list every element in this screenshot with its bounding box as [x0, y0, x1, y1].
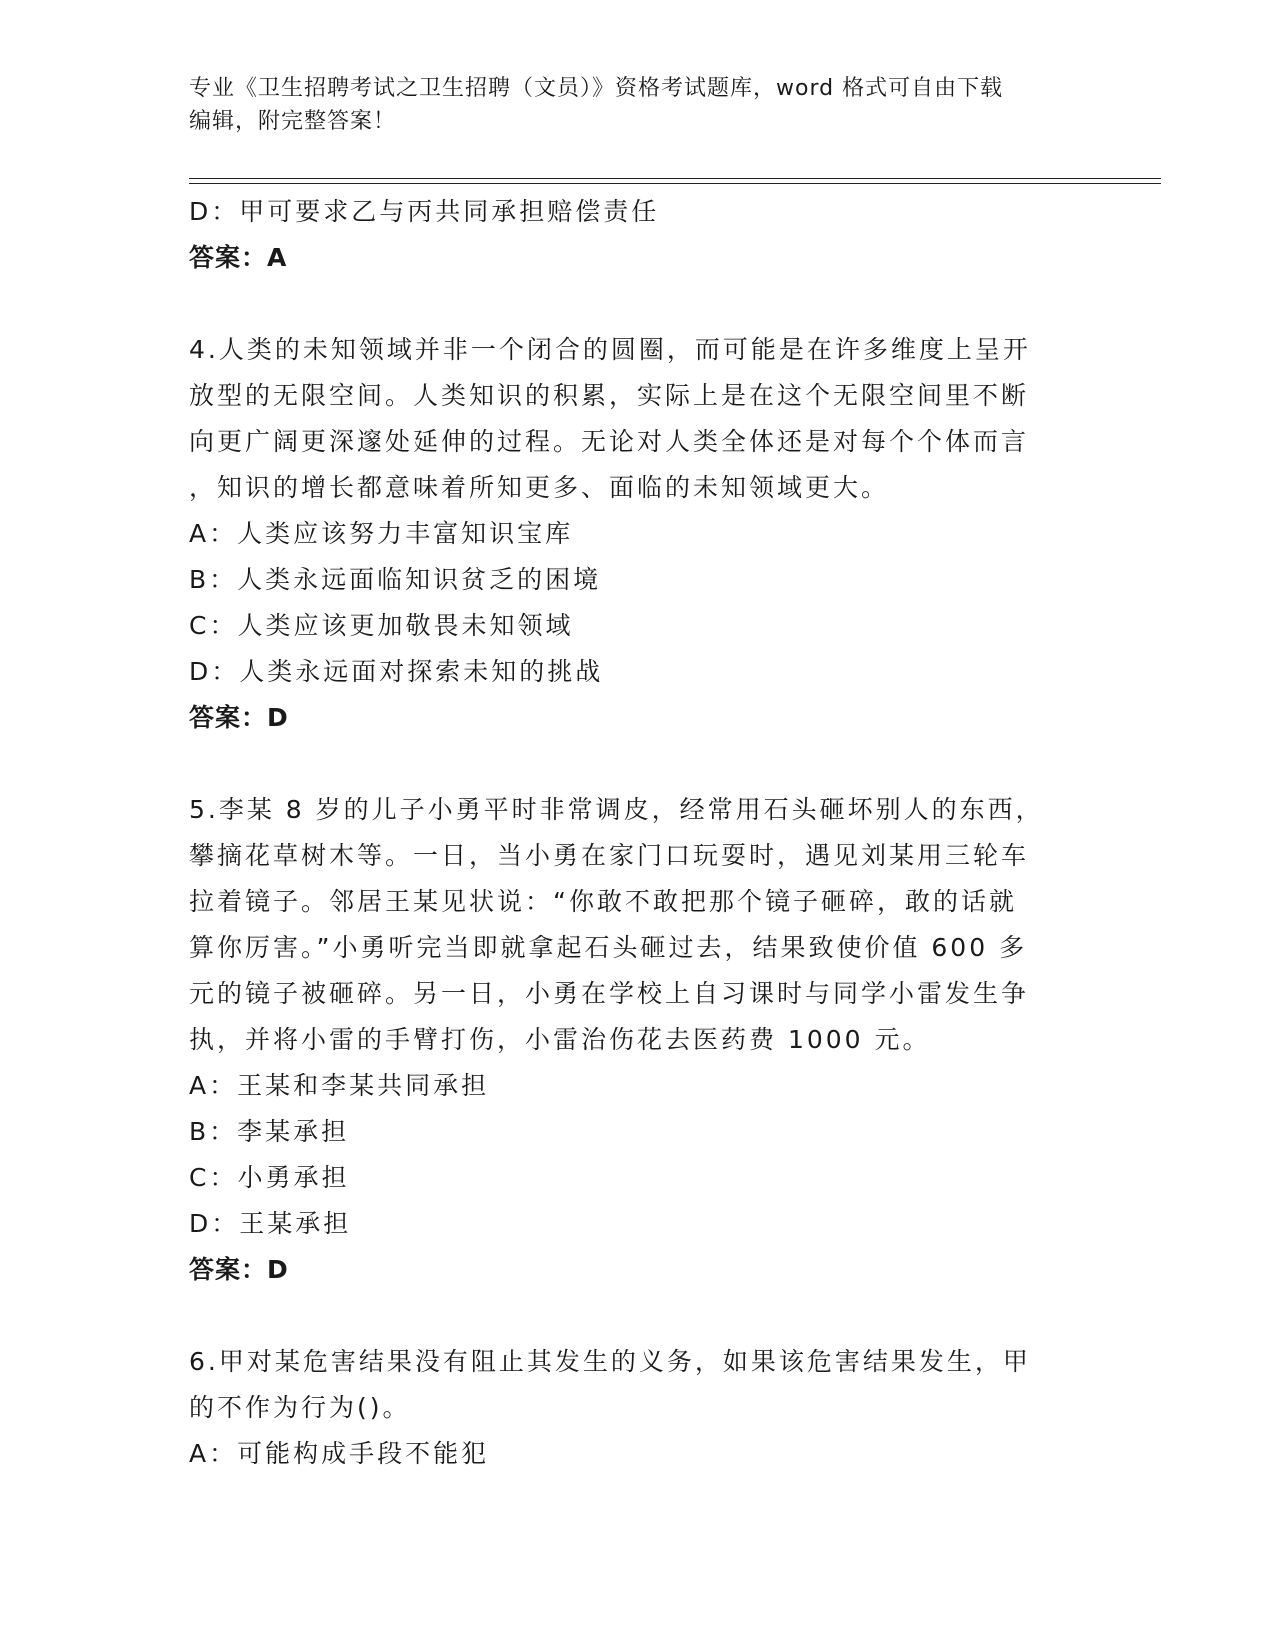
- header-line-2: 编辑，附完整答案！: [189, 109, 397, 134]
- option-a: A：人类应该努力丰富知识宝库: [189, 519, 574, 548]
- header-divider-top: [189, 178, 1161, 179]
- spacer: [189, 741, 1069, 787]
- question-text-line: 拉着镜子。邻居王某见状说：“你敢不敢把那个镜子砸碎，敢的话就: [189, 887, 1017, 916]
- option-b: B：李某承担: [189, 1117, 350, 1146]
- answer: 答案：D: [189, 1255, 289, 1284]
- question-text-line: 的不作为行为()。: [189, 1393, 411, 1422]
- option-a: A：王某和李某共同承担: [189, 1071, 490, 1100]
- option-c: C：人类应该更加敬畏未知领域: [189, 611, 574, 640]
- option-b: B：人类永远面临知识贫乏的困境: [189, 565, 602, 594]
- option-c: C：小勇承担: [189, 1163, 350, 1192]
- question-text-line: 算你厉害。”小勇听完当即就拿起石头砸过去，结果致使价值 600 多: [189, 933, 1028, 962]
- question-5: [189, 787, 1069, 1293]
- question-text-line: ，知识的增长都意味着所知更多、面临的未知领域更大。: [189, 473, 890, 502]
- answer: 答案：D: [189, 703, 289, 732]
- question-text-line: 向更广阔更深邃处延伸的过程。无论对人类全体还是对每个个体而言: [189, 427, 1030, 456]
- option-d: D：甲可要求乙与丙共同承担赔偿责任: [189, 197, 660, 226]
- question-text-line: 执，并将小雷的手臂打伤，小雷治伤花去医药费 1000 元。: [189, 1025, 931, 1054]
- page-header: [189, 72, 1089, 138]
- option-d: D：人类永远面对探索未知的挑战: [189, 657, 604, 686]
- question-text-line: 5.李某 8 岁的儿子小勇平时非常调皮，经常用石头砸坏别人的东西，: [189, 795, 1044, 824]
- spacer: [189, 1293, 1069, 1339]
- option-d: D：王某承担: [189, 1209, 352, 1238]
- header-line-1: 专业《卫生招聘考试之卫生招聘（文员）》资格考试题库，word 格式可自由下载: [189, 76, 1004, 101]
- option-a: A：可能构成手段不能犯: [189, 1439, 490, 1468]
- question-text-line: 元的镜子被砸碎。另一日，小勇在学校上自习课时与同学小雷发生争: [189, 979, 1030, 1008]
- header-divider-bottom: [189, 183, 1161, 184]
- question-text-line: 攀摘花草树木等。一日，当小勇在家门口玩耍时，遇见刘某用三轮车: [189, 841, 1030, 870]
- question-text-line: 6.甲对某危害结果没有阻止其发生的义务，如果该危害结果发生，甲: [189, 1347, 1031, 1376]
- document-body: [189, 189, 1069, 1477]
- question-4: [189, 327, 1069, 741]
- question-text-line: 放型的无限空间。人类知识的积累，实际上是在这个无限空间里不断: [189, 381, 1030, 410]
- question-text-line: 4.人类的未知领域并非一个闭合的圆圈，而可能是在许多维度上呈开: [189, 335, 1031, 364]
- answer: 答案：A: [189, 243, 288, 272]
- question-6: [189, 1339, 1069, 1477]
- spacer: [189, 281, 1069, 327]
